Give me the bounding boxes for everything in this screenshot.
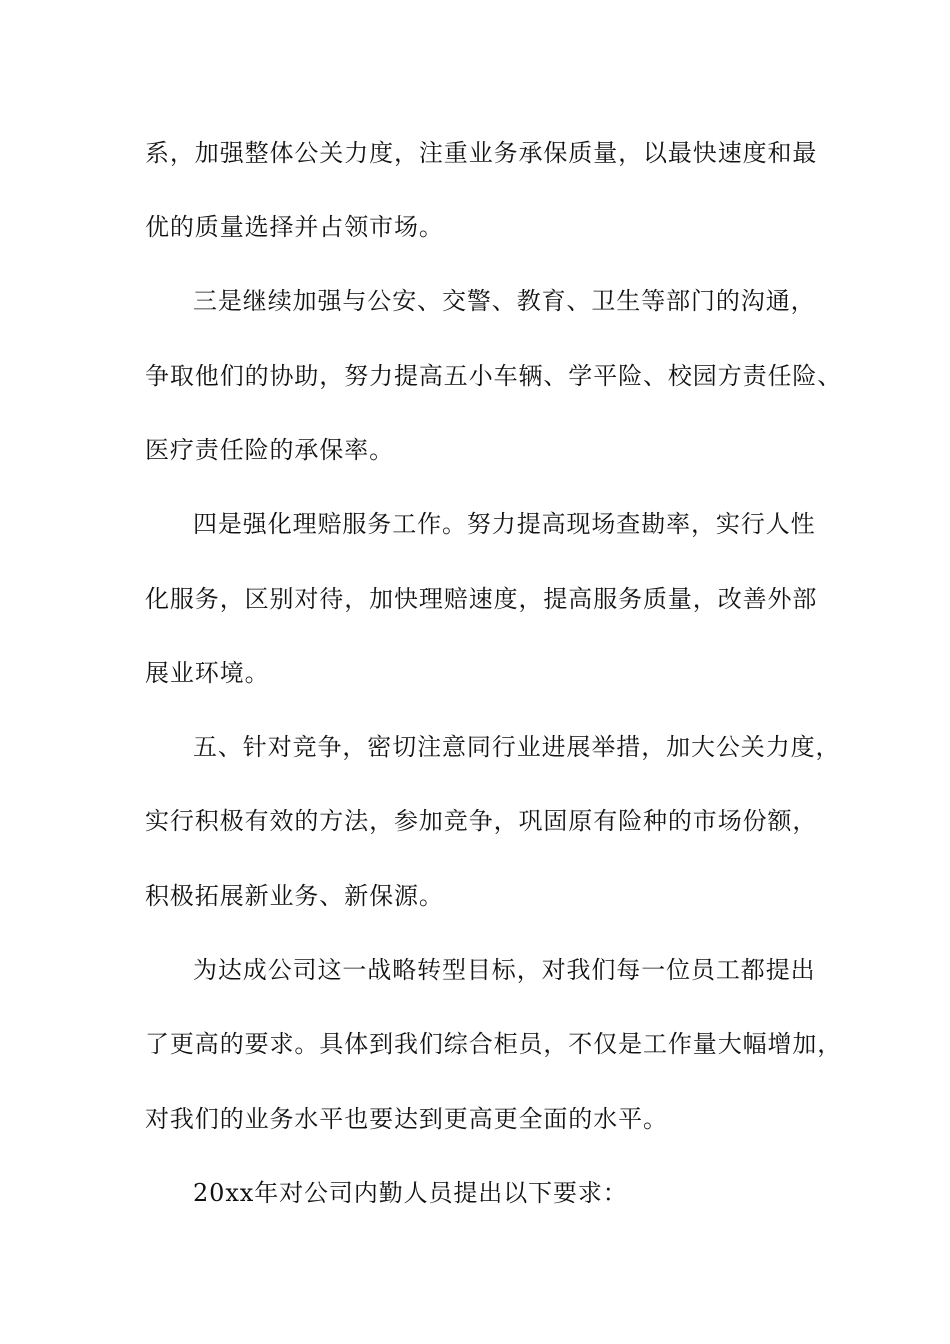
paragraph-4-line-1: 五、针对竞争，密切注意同行业进展举措，加大公关力度， [193, 733, 841, 761]
paragraph-3-line-3: 展业环境。 [145, 659, 270, 687]
paragraph-1-line-1: 系，加强整体公关力度，注重业务承保质量，以最快速度和最 [145, 139, 818, 167]
paragraph-6-line-1: 20xx年对公司内勤人员提出以下要求： [193, 1179, 628, 1207]
paragraph-3-line-2: 化服务，区别对待，加快理赔速度，提高服务质量，改善外部 [145, 585, 818, 613]
paragraph-3-line-1: 四是强化理赔服务工作。努力提高现场查勘率，实行人性 [193, 510, 816, 538]
paragraph-2-line-2: 争取他们的协助，努力提高五小车辆、学平险、校园方责任险、 [145, 362, 843, 390]
paragraph-5-line-3: 对我们的业务水平也要达到更高更全面的水平。 [145, 1105, 668, 1133]
paragraph-4-line-3: 积极拓展新业务、新保源。 [145, 882, 444, 910]
paragraph-2-line-3: 医疗责任险的承保率。 [145, 436, 394, 464]
paragraph-1-line-2: 优的质量选择并占领市场。 [145, 213, 444, 241]
paragraph-5-line-1: 为达成公司这一战略转型目标，对我们每一位员工都提出 [193, 956, 816, 984]
paragraph-2-line-1: 三是继续加强与公安、交警、教育、卫生等部门的沟通， [193, 287, 816, 315]
paragraph-4-line-2: 实行积极有效的方法，参加竞争，巩固原有险种的市场份额， [145, 807, 818, 835]
paragraph-5-line-2: 了更高的要求。具体到我们综合柜员，不仅是工作量大幅增加， [145, 1030, 843, 1058]
